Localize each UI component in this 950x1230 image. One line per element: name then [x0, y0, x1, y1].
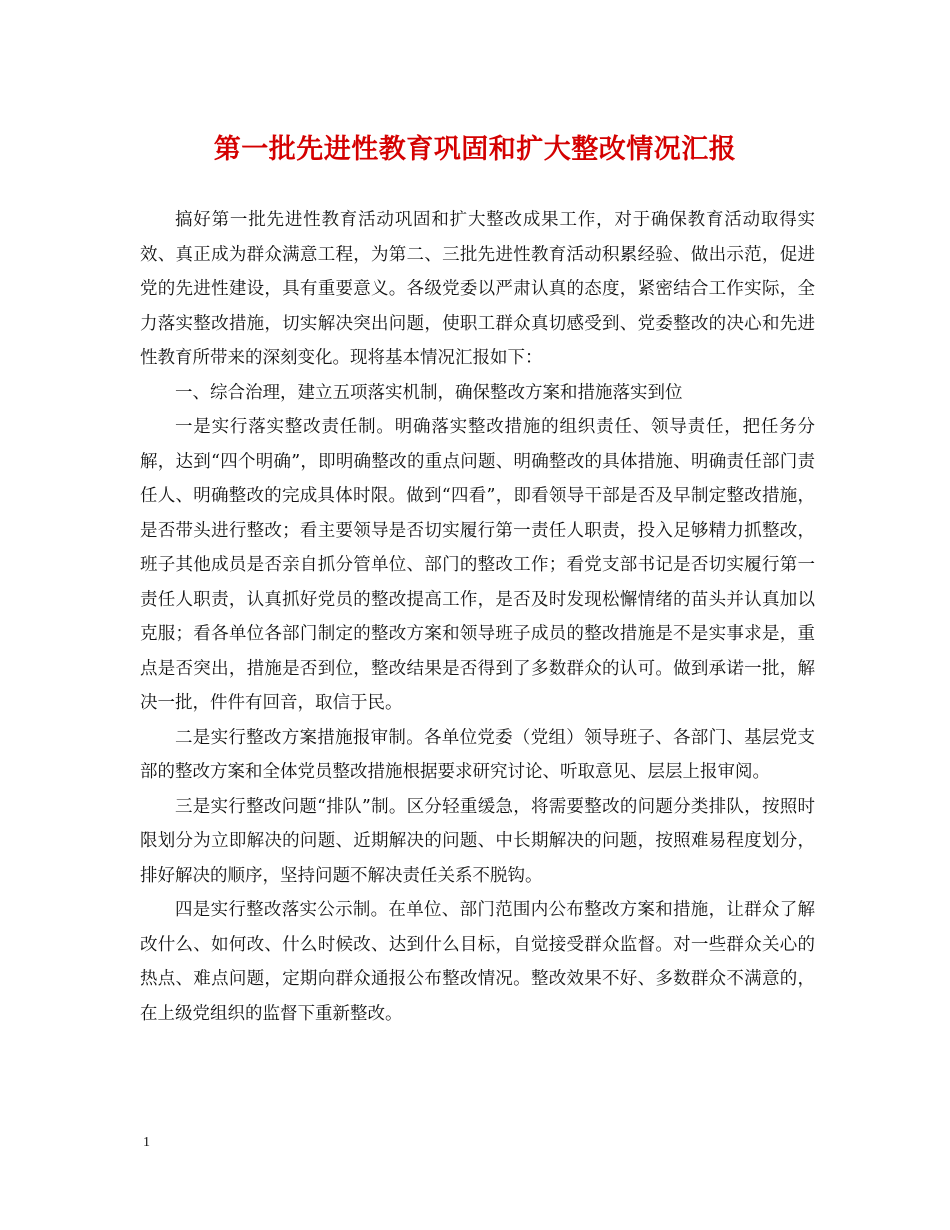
paragraph-review-system: 二是实行整改方案措施报审制。各单位党委（党组）领导班子、各部门、基层党支部的整改方案和全体党员整改措施根据要求研究讨论、听取意见、层层上报审阅。: [140, 727, 815, 782]
paragraph-queue-system: 三是实行整改问题“排队”制。区分轻重缓急，将需要整改的问题分类排队，按照时限划分为立即解决的问题、近期解决的问题、中长期解决的问题，按照难易程度划分，排好解决的顺序，坚持问题不解决责任关系不脱钩。: [140, 796, 815, 886]
paragraph-publicity-system: 四是实行整改落实公示制。在单位、部门范围内公布整改方案和措施，让群众了解改什么、如何改、什么时候改、达到什么目标，自觉接受群众监督。对一些群众关心的热点、难点问题，定期向群众通报公布整改情况。整改效果不好、多数群众不满意的，在上级党组织的监督下重新整改。: [140, 900, 815, 1024]
section-heading-1: 一、综合治理，建立五项落实机制，确保整改方案和措施落实到位: [175, 382, 683, 403]
document-body: [140, 203, 815, 1031]
paragraph-responsibility-system: 一是实行落实整改责任制。明确落实整改措施的组织责任、领导责任，把任务分解，达到“四个明确”，即明确整改的重点问题、明确整改的具体措施、明确责任部门责任人、明确整改的完成具体时限。做到“四看”，即看领导干部是否及早制定整改措施，是否带头进行整改；看主要领导是否切实履行第一责任人职责，投入足够精力抓整改，班子其他成员是否亲自抓分管单位、部门的整改工作；看党支部书记是否切实履行第一责任人职责，认真抓好党员的整改提高工作，是否及时发现松懈情绪的苗头并认真加以克服；看各单位各部门制定的整改方案和领导班子成员的整改措施是不是实事求是，重点是否突出，措施是否到位，整改结果是否得到了多数群众的认可。做到承诺一批，解决一批，件件有回音，取信于民。: [140, 417, 815, 713]
page-number: 1: [143, 1135, 150, 1150]
document-title: 第一批先进性教育巩固和扩大整改情况汇报: [213, 134, 737, 165]
paragraph-intro: 搞好第一批先进性教育活动巩固和扩大整改成果工作，对于确保教育活动取得实效、真正成为群众满意工程，为第二、三批先进性教育活动积累经验、做出示范，促进党的先进性建设，具有重要意义。各级党委以严肃认真的态度，紧密结合工作实际，全力落实整改措施，切实解决突出问题，使职工群众真切感受到、党委整改的决心和先进性教育所带来的深刻变化。现将基本情况汇报如下：: [140, 210, 815, 368]
